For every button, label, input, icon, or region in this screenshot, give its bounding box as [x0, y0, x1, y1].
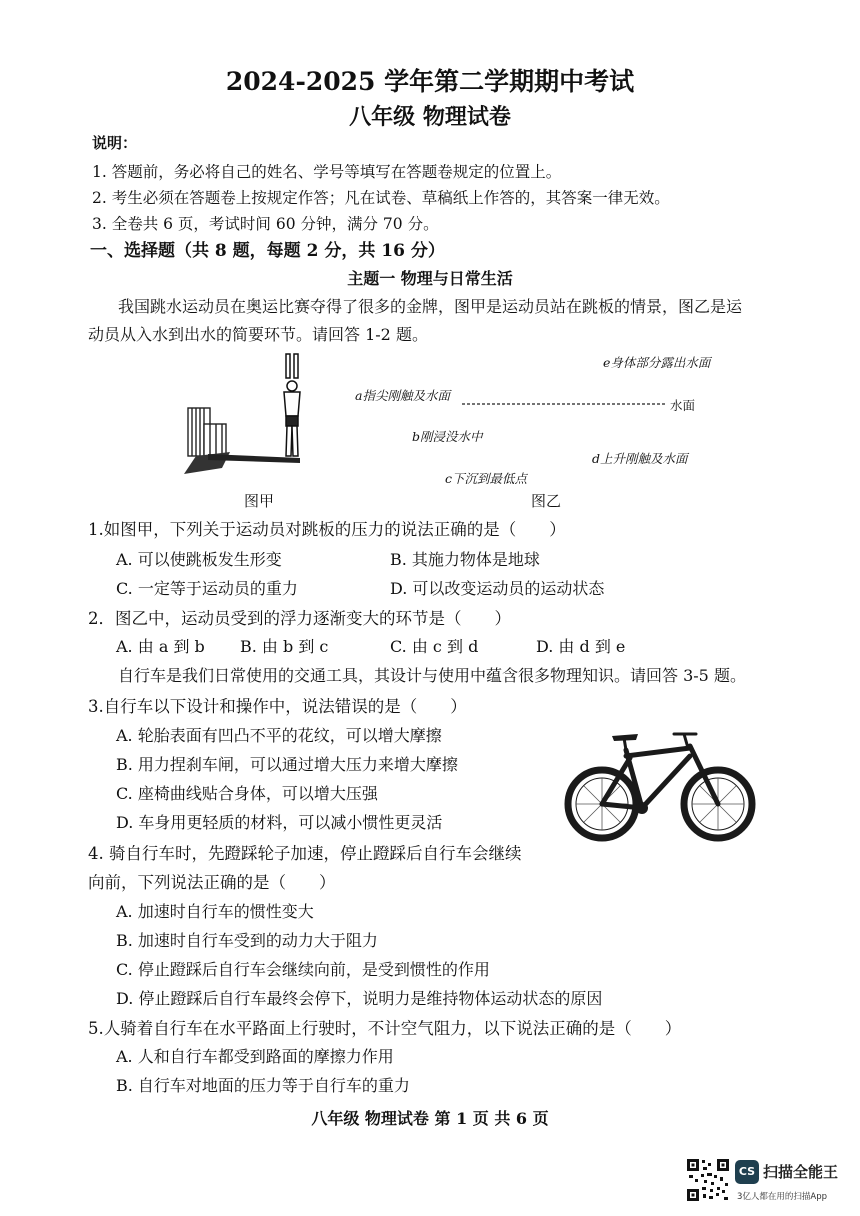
water-surface-label: 水面 [670, 398, 696, 413]
question-2-option-c: C. 由 c 到 d [390, 637, 479, 656]
note-item: 2. 考生必须在答题卷上按规定作答；凡在试卷、草稿纸上作答的，其答案一律无效。 [92, 189, 670, 207]
question-3-stem: 3.自行车以下设计和操作中，说法错误的是（ ） [88, 697, 467, 716]
question-4-stem: 4. 骑自行车时，先蹬踩轮子加速，停止蹬踩后自行车会继续 [88, 844, 522, 863]
section-title: 一、选择题（共 8 题，每题 2 分，共 16 分） [90, 241, 445, 261]
stage-b-label: b刚浸没水中 [412, 429, 483, 444]
notes-label: 说明： [92, 134, 138, 152]
question-5-stem: 5.人骑着自行车在水平路面上行驶时，不计空气阻力，以下说法正确的是（ ） [88, 1019, 682, 1038]
question-2-option-b: B. 由 b 到 c [240, 637, 329, 656]
question-4-option-b: B. 加速时自行车受到的动力大于阻力 [116, 931, 378, 950]
bicycle-image [560, 728, 760, 846]
figure-diver-springboard [178, 350, 328, 480]
page-footer: 八年级 物理试卷 第 1 页 共 6 页 [311, 1109, 549, 1128]
figure-caption-b: 图乙 [531, 492, 562, 510]
question-1-option-c: C. 一定等于运动员的重力 [116, 579, 298, 598]
question-1-option-b: B. 其施力物体是地球 [390, 550, 540, 569]
question-2-option-a: A. 由 a 到 b [116, 637, 205, 656]
note-item: 3. 全卷共 6 页，考试时间 60 分钟，满分 70 分。 [92, 215, 439, 233]
question-1-stem: 1.如图甲，下列关于运动员对跳板的压力的说法正确的是（ ） [88, 520, 566, 539]
exam-subtitle: 八年级 物理试卷 [349, 104, 511, 130]
qr-code-icon [686, 1158, 730, 1202]
scanner-tagline: 3亿人都在用的扫描App [737, 1192, 828, 1202]
stage-e-label: e身体部分露出水面 [603, 355, 711, 370]
note-item: 1. 答题前，务必将自己的姓名、学号等填写在答题卷规定的位置上。 [92, 163, 562, 181]
question-4-option-d: D. 停止蹬踩后自行车最终会停下，说明力是维持物体运动状态的原因 [116, 989, 603, 1008]
question-5-option-b: B. 自行车对地面的压力等于自行车的重力 [116, 1076, 410, 1095]
stage-d-label: d上升刚触及水面 [592, 451, 688, 466]
question-3-option-b: B. 用力捏刹车闸，可以通过增大压力来增大摩擦 [116, 755, 458, 774]
question-4-option-a: A. 加速时自行车的惯性变大 [116, 902, 314, 921]
question-5-option-a: A. 人和自行车都受到路面的摩擦力作用 [116, 1047, 394, 1066]
question-2-stem: 2．图乙中，运动员受到的浮力逐渐变大的环节是（ ） [88, 609, 511, 628]
figure-caption-a: 图甲 [244, 492, 275, 510]
question-2-option-d: D. 由 d 到 e [536, 637, 626, 656]
intro-paragraph-line: 我国跳水运动员在奥运比赛夺得了很多的金牌，图甲是运动员站在跳板的情景，图乙是运 [118, 297, 743, 316]
stage-c-label: c下沉到最低点 [445, 471, 528, 486]
scanner-logo: CS [735, 1160, 759, 1184]
question-1-option-d: D. 可以改变运动员的运动状态 [390, 579, 605, 598]
theme-title: 主题一 物理与日常生活 [347, 269, 513, 288]
question-3-option-a: A. 轮胎表面有凹凸不平的花纹，可以增大摩擦 [116, 726, 442, 745]
stage-a-label: a指尖刚触及水面 [355, 388, 450, 403]
question-1-option-a: A. 可以使跳板发生形变 [116, 550, 282, 569]
scanner-name: 扫描全能王 [763, 1163, 839, 1181]
question-3-option-d: D. 车身用更轻质的材料，可以减小惯性更灵活 [116, 813, 443, 832]
question-3-option-c: C. 座椅曲线贴合身体，可以增大压强 [116, 784, 378, 803]
intro-paragraph-line: 动员从入水到出水的简要环节。请回答 1-2 题。 [88, 325, 428, 344]
question-4-option-c: C. 停止蹬踩后自行车会继续向前，是受到惯性的作用 [116, 960, 490, 979]
exam-title: 2024-2025 学年第二学期期中考试 [225, 67, 635, 96]
question-4-stem-continued: 向前，下列说法正确的是（ ） [88, 873, 336, 892]
water-surface-line [460, 396, 670, 410]
intro-paragraph-bicycle: 自行车是我们日常使用的交通工具，其设计与使用中蕴含很多物理知识。请回答 3-5 题。 [118, 666, 746, 685]
